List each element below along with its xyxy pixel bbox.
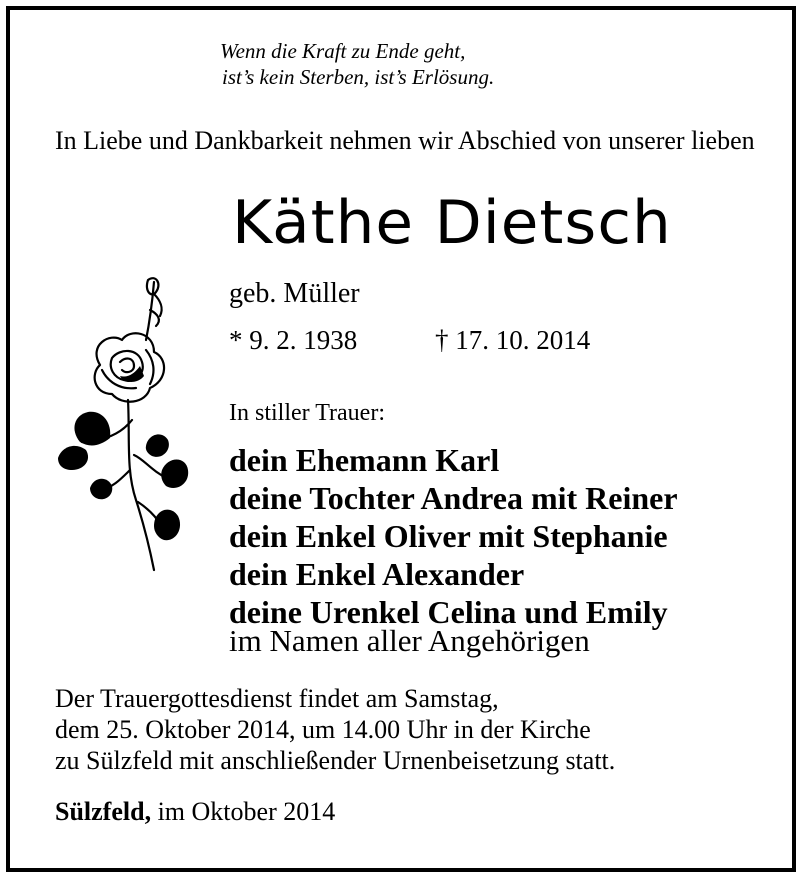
signature-place: Sülzfeld, [55,797,152,826]
service-line-2: dem 25. Oktober 2014, um 14.00 Uhr in der Kirche [55,715,591,744]
mourner-line: dein Enkel Oliver mit Stephanie [229,518,668,554]
maiden-name: geb. Müller [229,278,360,309]
signature [55,797,335,827]
mourner-line: dein Enkel Alexander [229,556,525,592]
mourners-closing: im Namen aller Angehörigen [229,623,590,658]
rose-icon [50,270,190,580]
mourner-line: dein Ehemann Karl [229,442,500,478]
death-date: † 17. 10. 2014 [435,325,591,355]
mourner-line: deine Urenkel Celina und Emily [229,594,668,630]
mourners-heading: In stiller Trauer: [229,400,385,426]
intro-text: In Liebe und Dankbarkeit nehmen wir Abschied von unserer lieben [55,126,755,155]
service-line-1: Der Trauergottesdienst findet am Samstag, [55,684,499,713]
motto-line-2: ist’s kein Sterben, ist’s Erlösung. [222,65,495,89]
signature-date: im Oktober 2014 [157,797,336,826]
birth-date: * 9. 2. 1938 [229,325,358,355]
deceased-name: Käthe Dietsch [232,188,672,258]
motto-line-1: Wenn die Kraft zu Ende geht, [220,39,466,63]
mourner-line: deine Tochter Andrea mit Reiner [229,480,678,516]
service-line-3: zu Sülzfeld mit anschließender Urnenbeisetzung statt. [55,746,616,775]
